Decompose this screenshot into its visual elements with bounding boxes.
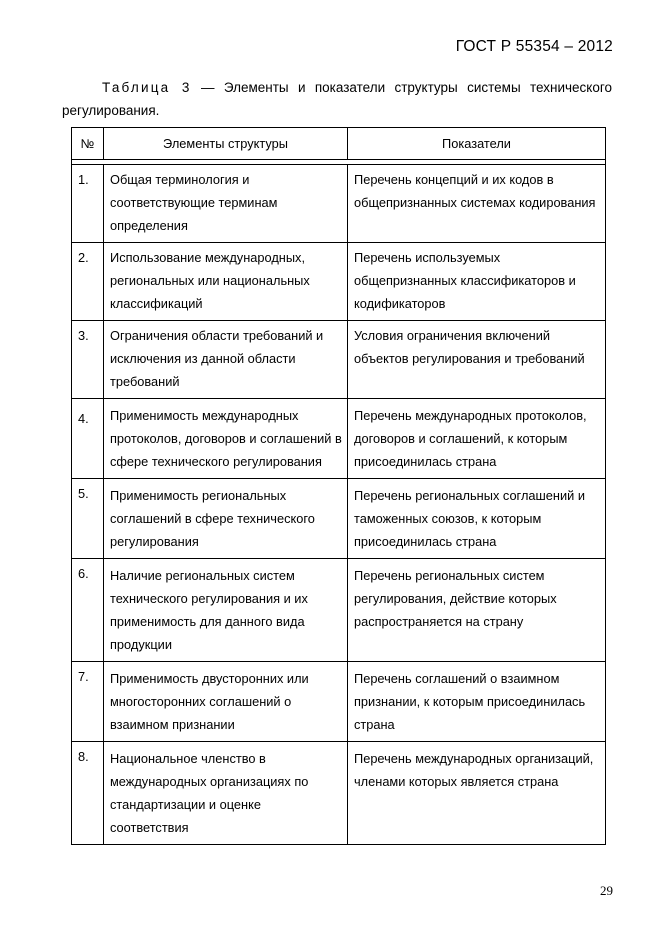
row-number: 2.	[72, 243, 104, 321]
row-indicator: Перечень концепций и их кодов в общепризнанных системах кодирования	[348, 165, 606, 243]
row-number: 4.	[72, 399, 104, 479]
column-header-elements: Элементы структуры	[104, 128, 348, 160]
table-caption-first-line	[62, 76, 612, 99]
table-caption-label: Таблица 3	[102, 80, 192, 95]
table-caption-text: — Элементы и показатели структуры системы технического	[200, 80, 612, 95]
row-number: 1.	[72, 165, 104, 243]
row-indicator: Перечень международных протоколов, договоров и соглашений, к которым присоединилась страна	[348, 399, 606, 479]
row-element: Общая терминология и соответствующие терминам определения	[104, 165, 348, 243]
table-row	[72, 165, 606, 243]
table-caption	[62, 76, 612, 122]
table-row	[72, 742, 606, 845]
row-number: 7.	[72, 662, 104, 742]
page-number: 29	[600, 883, 613, 898]
row-number: 8.	[72, 742, 104, 845]
document-code: ГОСТ Р 55354 – 2012	[455, 38, 613, 55]
row-indicator: Перечень региональных систем регулирования, действие которых распространяется на страну	[348, 559, 606, 662]
row-indicator: Перечень региональных соглашений и таможенных союзов, к которым присоединилась страна	[348, 479, 606, 559]
row-indicator: Условия ограничения включений объектов регулирования и требований	[348, 321, 606, 399]
row-element: Использование международных, региональных или национальных классификаций	[104, 243, 348, 321]
column-header-indicators: Показатели	[348, 128, 606, 160]
column-header-number: №	[72, 128, 104, 160]
table-row	[72, 479, 606, 559]
row-indicator: Перечень соглашений о взаимном признании, к которым присоединилась страна	[348, 662, 606, 742]
table-row	[72, 662, 606, 742]
row-number: 6.	[72, 559, 104, 662]
row-indicator: Перечень используемых общепризнанных классификаторов и кодификаторов	[348, 243, 606, 321]
row-number: 5.	[72, 479, 104, 559]
table-row	[72, 559, 606, 662]
row-element: Наличие региональных систем технического регулирования и их применимость для данного вида продукции	[104, 559, 348, 662]
row-element: Национальное членство в международных организациях по стандартизации и оценке соответствия	[104, 742, 348, 845]
row-element: Применимость двусторонних или многосторонних соглашений о взаимном признании	[104, 662, 348, 742]
table-header-row	[72, 128, 606, 160]
table-caption-continuation: регулирования.	[62, 103, 160, 118]
row-element: Ограничения области требований и исключения из данной области требований	[104, 321, 348, 399]
row-element: Применимость международных протоколов, договоров и соглашений в сфере технического регулирования	[104, 399, 348, 479]
table-row	[72, 399, 606, 479]
row-indicator: Перечень международных организаций, членами которых является страна	[348, 742, 606, 845]
table-row	[72, 243, 606, 321]
row-number: 3.	[72, 321, 104, 399]
row-element: Применимость региональных соглашений в сфере технического регулирования	[104, 479, 348, 559]
structure-table	[71, 127, 606, 845]
table-row	[72, 321, 606, 399]
